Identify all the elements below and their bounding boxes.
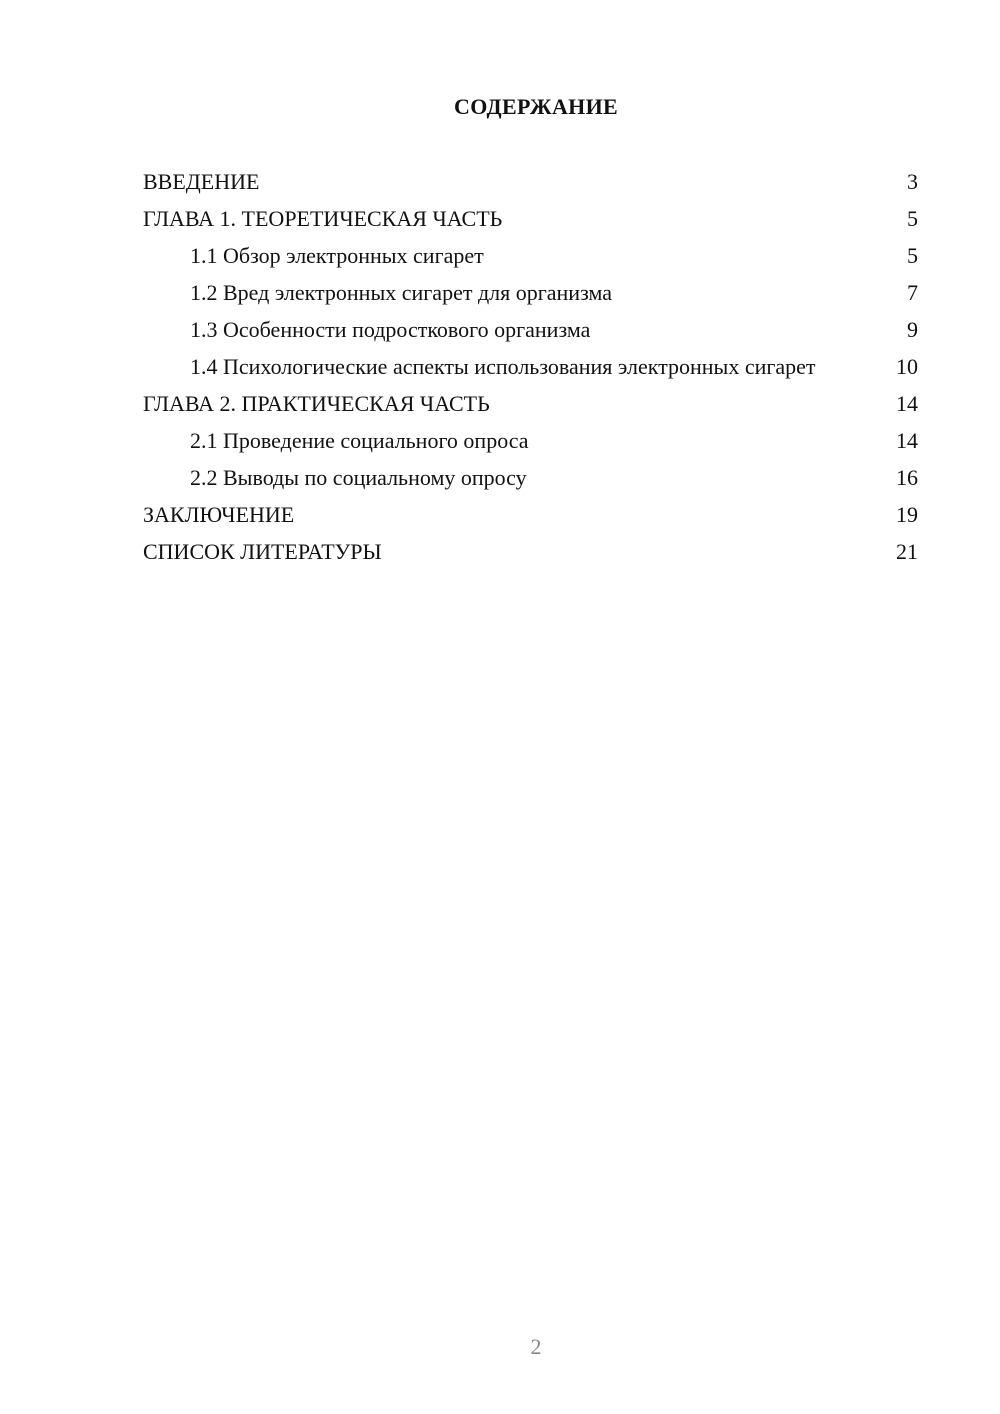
- toc-entry-references[interactable]: [143, 538, 918, 565]
- toc-entry-chapter-2[interactable]: [143, 390, 918, 417]
- toc-entry-introduction[interactable]: [143, 168, 918, 195]
- toc-entry-chapter-1[interactable]: [143, 205, 918, 232]
- page-number: 2: [530, 1334, 542, 1359]
- toc-entry-page: 19: [896, 502, 918, 527]
- toc-entry-page: 3: [907, 169, 918, 194]
- toc-entry-label: СПИСОК ЛИТЕРАТУРЫ: [143, 539, 382, 564]
- toc-entry-section-1-1[interactable]: [143, 242, 918, 269]
- toc-entry-label: ГЛАВА 1. ТЕОРЕТИЧЕСКАЯ ЧАСТЬ: [143, 206, 503, 231]
- toc-entry-label: 1.4 Психологические аспекты использования электронных сигарет: [190, 354, 816, 379]
- table-of-contents: [143, 168, 918, 575]
- toc-entry-page: 5: [907, 206, 918, 231]
- toc-entry-label: 2.1 Проведение социального опроса: [190, 428, 529, 453]
- toc-entry-section-2-2[interactable]: [143, 464, 918, 491]
- toc-entry-section-1-2[interactable]: [143, 279, 918, 306]
- toc-entry-label: 1.2 Вред электронных сигарет для организма: [190, 280, 612, 305]
- toc-entry-page: 16: [896, 465, 918, 490]
- toc-entry-label: 1.3 Особенности подросткового организма: [190, 317, 591, 342]
- toc-title: СОДЕРЖАНИЕ: [454, 94, 618, 119]
- toc-entry-page: 5: [907, 243, 918, 268]
- toc-entry-page: 9: [907, 317, 918, 342]
- toc-entry-page: 14: [896, 428, 918, 453]
- toc-entry-label: 2.2 Выводы по социальному опросу: [190, 465, 527, 490]
- toc-entry-conclusion[interactable]: [143, 501, 918, 528]
- toc-entry-page: 14: [896, 391, 918, 416]
- toc-entry-label: ГЛАВА 2. ПРАКТИЧЕСКАЯ ЧАСТЬ: [143, 391, 490, 416]
- toc-entry-page: 7: [907, 280, 918, 305]
- toc-entry-label: 1.1 Обзор электронных сигарет: [190, 243, 484, 268]
- toc-entry-page: 10: [896, 354, 918, 379]
- toc-entry-section-1-4[interactable]: [143, 353, 918, 380]
- toc-entry-section-1-3[interactable]: [143, 316, 918, 343]
- toc-entry-section-2-1[interactable]: [143, 427, 918, 454]
- toc-entry-label: ВВЕДЕНИЕ: [143, 169, 260, 194]
- toc-entry-label: ЗАКЛЮЧЕНИЕ: [143, 502, 295, 527]
- toc-entry-page: 21: [896, 539, 918, 564]
